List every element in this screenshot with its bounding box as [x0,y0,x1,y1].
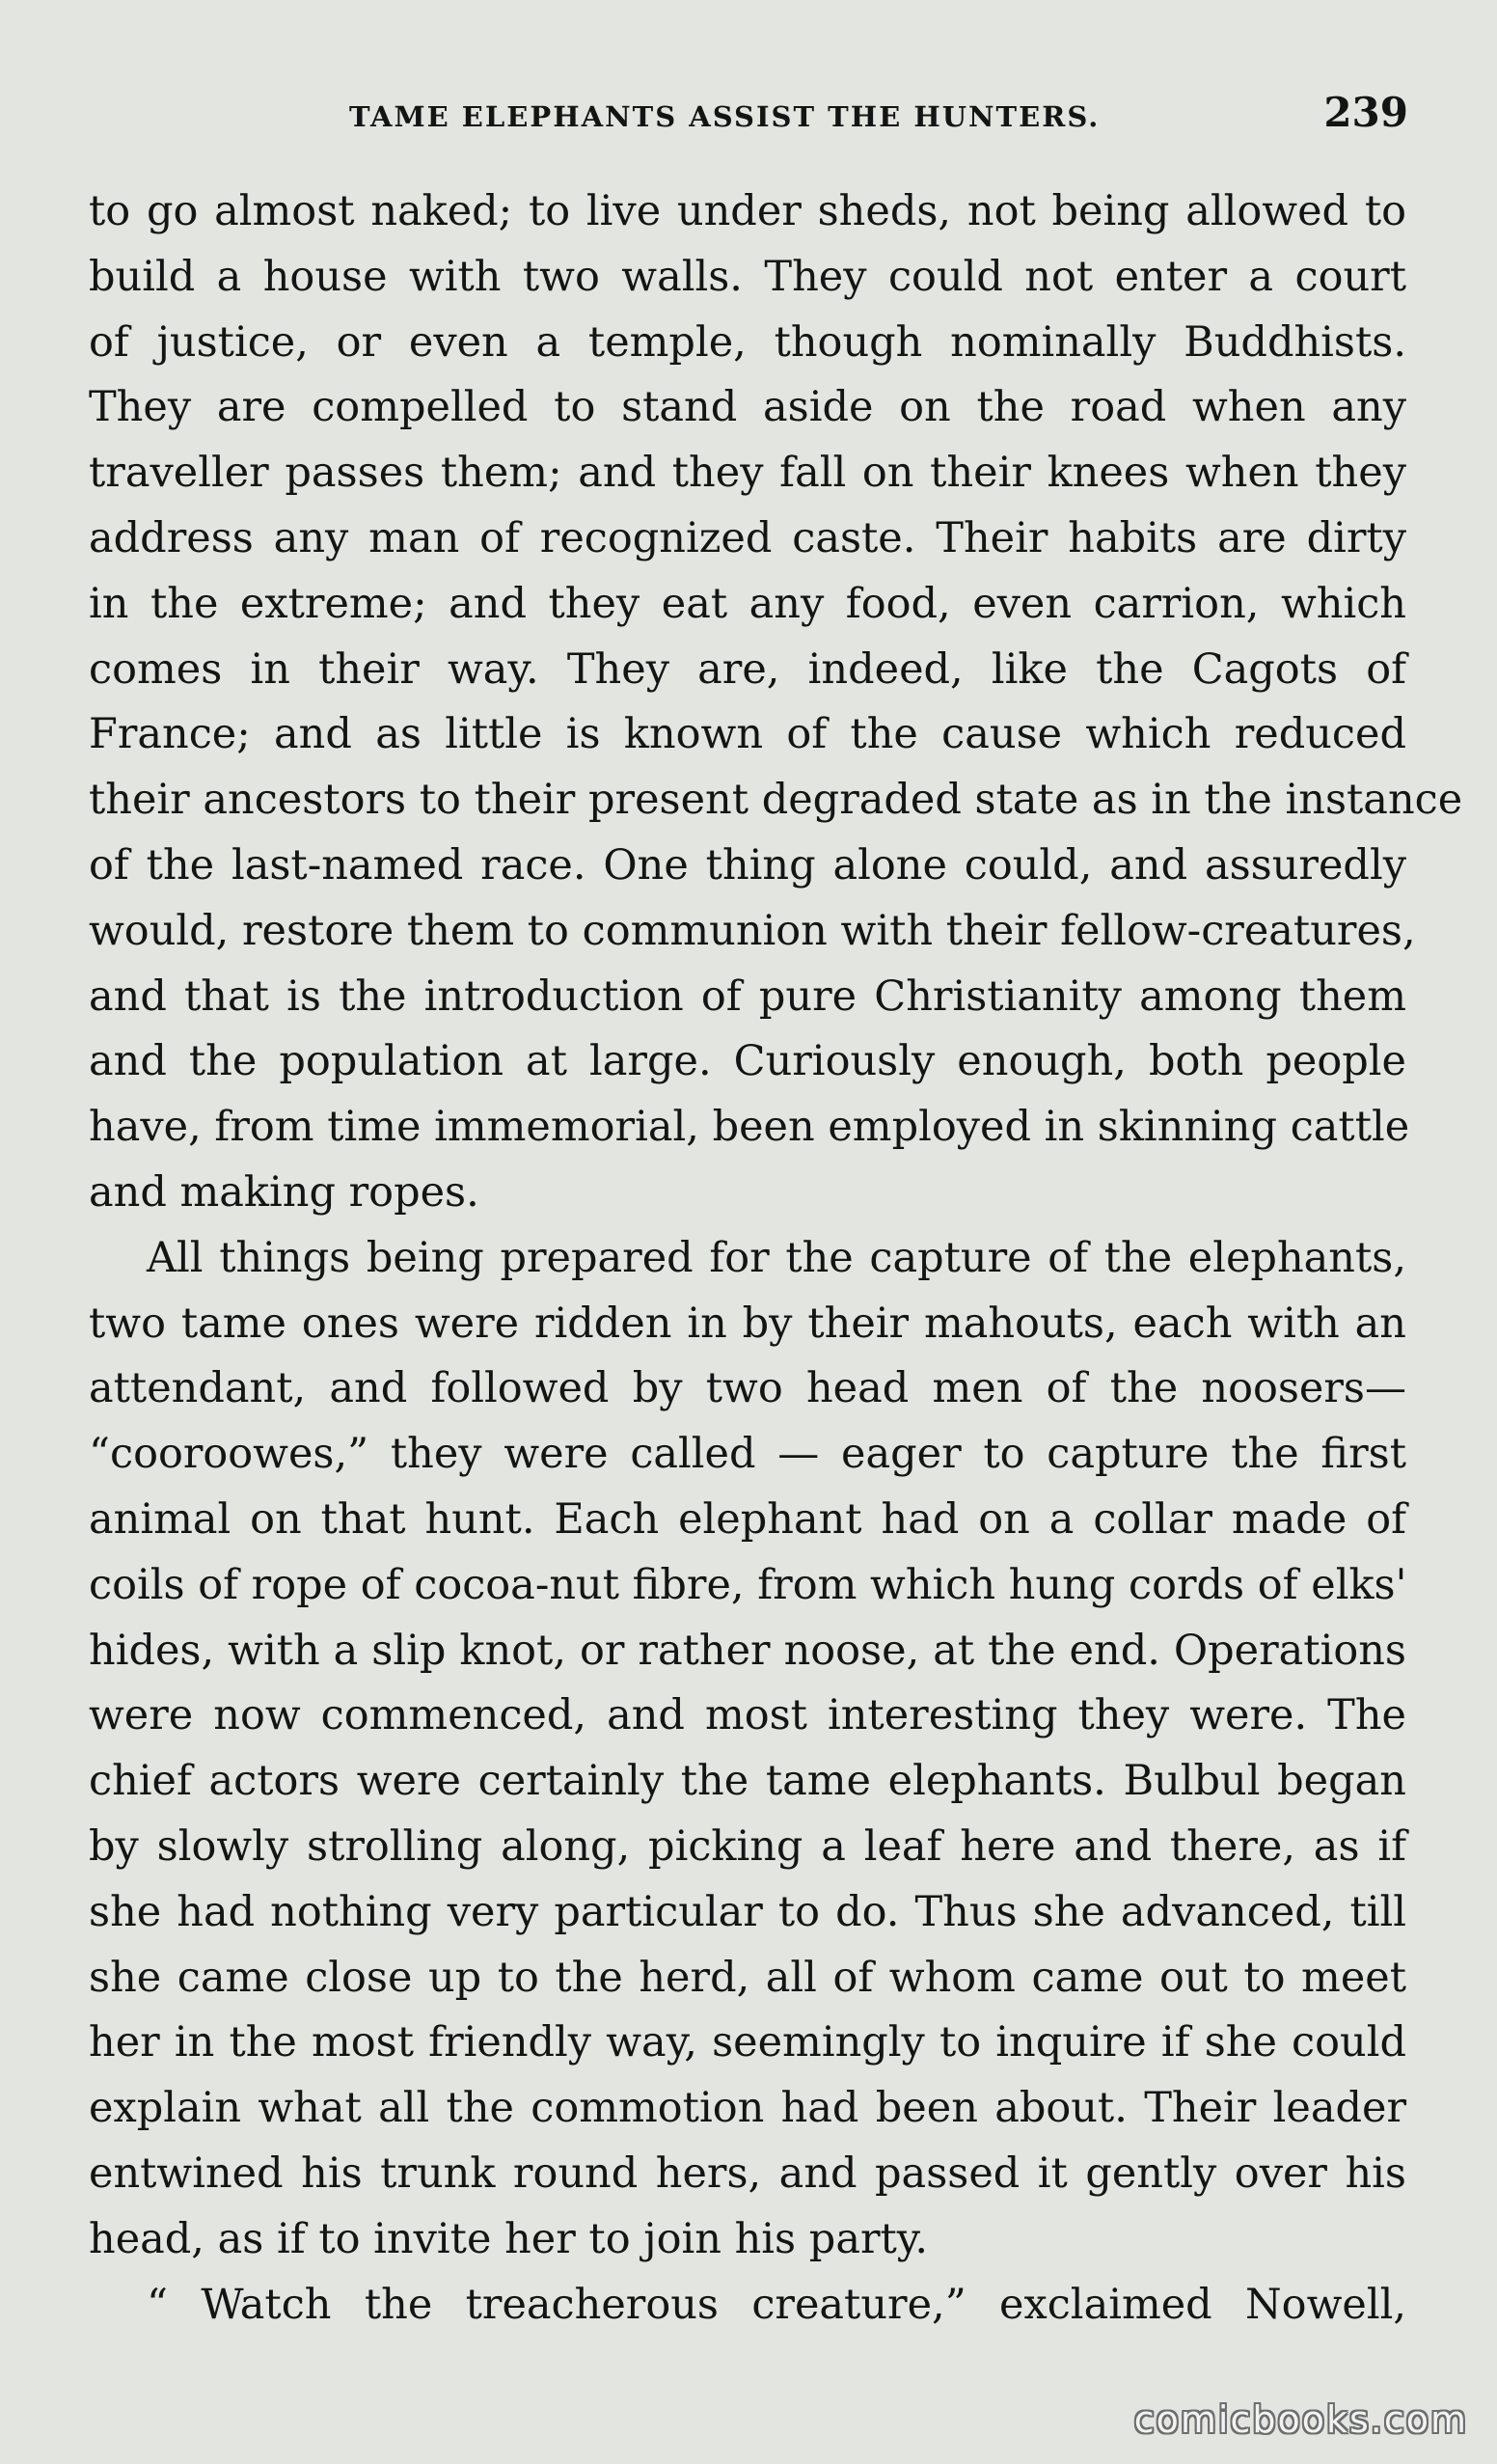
text-line: entwined his trunk round hers, and passed it gently over his [89,2149,1406,2198]
text-line: in the extreme; and they eat any food, even carrion, which [89,579,1406,628]
text-line: traveller passes them; and they fall on their knees when they [89,449,1406,498]
text-line: two tame ones were ridden in by their mahouts, each with an [89,1299,1406,1348]
body-text [89,179,1463,2338]
paragraph-start-line: All things being prepared for the capture of the elephants, [147,1233,1406,1282]
text-line: chief actors were certainly the tame elephants. Bulbul began [89,1757,1406,1806]
paragraph-end-line: and making ropes. [89,1167,479,1217]
text-line: address any man of recognized caste. Their habits are dirty [89,513,1406,562]
text-line: and the population at large. Curiously enough, both people [89,1037,1406,1086]
text-line: attendant, and followed by two head men of the noosers— [89,1364,1406,1413]
text-line: her in the most friendly way, seemingly to inquire if she could [89,2018,1406,2067]
text-line: of justice, or even a temple, though nominally Buddhists. [89,317,1406,367]
text-line: would, restore them to communion with their fellow-creatures, [89,906,1416,955]
text-line: France; and as little is known of the cause which reduced [89,710,1406,759]
text-line: have, from time immemorial, been employed in skinning cattle [89,1103,1410,1152]
paragraph-end-line: head, as if to invite her to join his party. [89,2214,929,2263]
text-line: hides, with a slip knot, or rather noose, at the end. Operations [89,1626,1406,1675]
text-line: she had nothing very particular to do. Thus she advanced, till [89,1887,1406,1936]
paragraph-start-line: “ Watch the treacherous creature,” exclaimed Nowell, [147,2280,1406,2329]
text-line: and that is the introduction of pure Christianity among them [89,972,1406,1021]
text-line: were now commenced, and most interesting they were. The [89,1691,1406,1740]
text-line: build a house with two walls. They could not enter a court [89,252,1406,301]
text-line: “cooroowes,” they were called — eager to capture the first [89,1430,1406,1479]
text-line: comes in their way. They are, indeed, like the Cagots of [89,644,1406,694]
page-header [96,89,1408,143]
text-line: explain what all the commotion had been about. Their leader [89,2084,1406,2133]
text-line: coils of rope of cocoa-nut fibre, from which hung cords of elks' [89,1560,1407,1609]
text-line: their ancestors to their present degraded state as in the instance [89,776,1463,825]
site-watermark: comicbooks.com [1133,2398,1468,2441]
text-line: They are compelled to stand aside on the road when any [89,383,1406,432]
text-line: animal on that hunt. Each elephant had on a collar made of [89,1494,1406,1544]
page-number: 239 [1323,89,1408,136]
text-line: she came close up to the herd, all of whom came out to meet [89,1953,1406,2002]
text-line: of the last-named race. One thing alone could, and assuredly [89,840,1406,890]
text-line: to go almost naked; to live under sheds, not being allowed to [89,187,1406,235]
running-head: TAME ELEPHANTS ASSIST THE HUNTERS. [349,100,1101,133]
text-line: by slowly strolling along, picking a leaf here and there, as if [89,1821,1406,1871]
